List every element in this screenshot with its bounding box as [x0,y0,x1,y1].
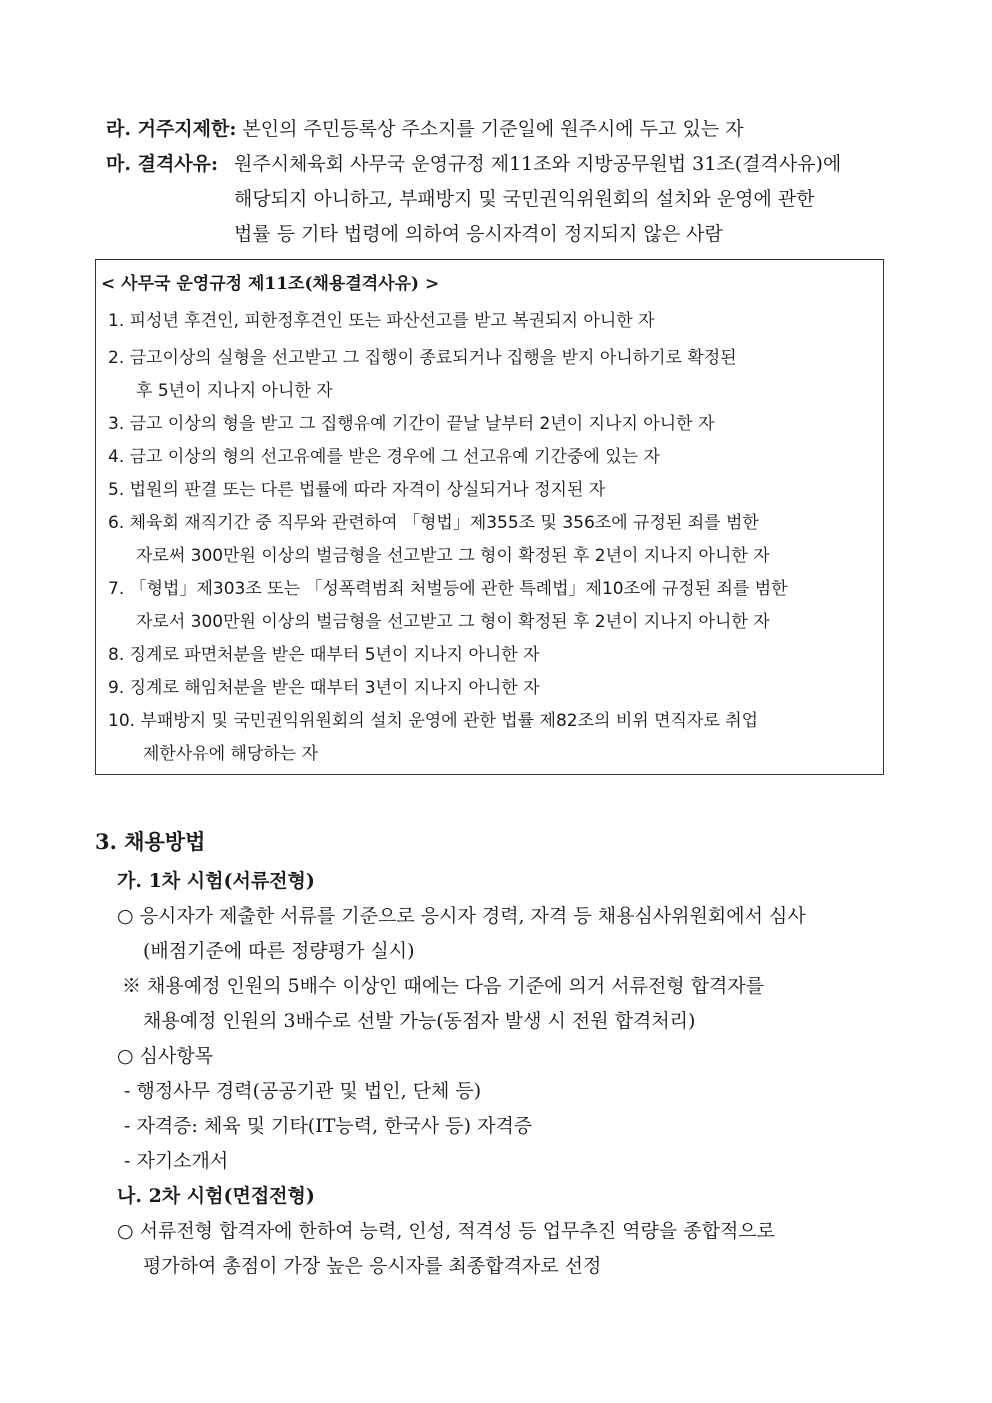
disqualification-label: 마. 결격사유: [106,153,219,175]
second-exam-heading: 나. 2차 시험(면접전형) [117,1185,315,1207]
list-item: 자로서 300만원 이상의 벌금형을 선고받고 그 형이 확정된 후 2년이 지나지 아니한 자 [136,612,770,632]
list-item: 후 5년이 지나지 아니한 자 [136,381,333,401]
first-exam-desc-line-1: ○ 응시자가 제출한 서류를 기준으로 응시자 경력, 자격 등 채용심사위원회에서 심사 [117,905,806,927]
list-item: 6. 체육회 재직기간 중 직무와 관련하여 「형법」제355조 및 356조에 규정된 죄를 범한 [108,513,759,533]
list-item: 자로써 300만원 이상의 벌금형을 선고받고 그 형이 확정된 후 2년이 지나지 아니한 자 [136,546,770,566]
first-exam-note-line-2: 채용예정 인원의 3배수로 선발 가능(동점자 발생 시 전원 합격처리) [143,1010,696,1032]
criteria-item: - 행정사무 경력(공공기관 및 법인, 단체 등) [124,1080,482,1102]
list-item: 5. 법원의 판결 또는 다른 법률에 따라 자격이 상실되거나 정지된 자 [108,480,606,500]
disqualification-line-3: 법률 등 기타 법령에 의하여 응시자격이 정지되지 않은 사람 [234,223,723,245]
first-exam-heading: 가. 1차 시험(서류전형) [117,870,315,892]
second-exam-desc-line-2: 평가하여 총점이 가장 높은 응시자를 최종합격자로 선정 [143,1255,602,1277]
criteria-heading: ○ 심사항목 [117,1045,214,1067]
criteria-item: - 자기소개서 [124,1150,229,1172]
list-item: 8. 징계로 파면처분을 받은 때부터 5년이 지나지 아니한 자 [108,645,540,665]
list-item: 2. 금고이상의 실형을 선고받고 그 집행이 종료되거나 집행을 받지 아니하기로 확정된 [108,348,737,368]
list-item: 4. 금고 이상의 형의 선고유예를 받은 경우에 그 선고유예 기간중에 있는 자 [108,447,660,467]
list-item: 1. 피성년 후견인, 피한정후견인 또는 파산선고를 받고 복권되지 아니한 자 [108,311,655,331]
first-exam-note-line-1: ※ 채용예정 인원의 5배수 이상인 때에는 다음 기준에 의거 서류전형 합격자를 [122,975,765,997]
regulation-box-title: < 사무국 운영규정 제11조(채용결격사유) > [101,274,440,294]
disqualification-line-1: 원주시체육회 사무국 운영규정 제11조와 지방공무원법 31조(결격사유)에 [234,153,842,175]
residence-row [106,116,744,142]
section-3-heading: 3. 채용방법 [95,829,206,854]
list-item: 10. 부패방지 및 국민권익위원회의 설치 운영에 관한 법률 제82조의 비위 면직자로 취업 [108,711,759,731]
disqualification-line-2: 해당되지 아니하고, 부패방지 및 국민권익위원회의 설치와 운영에 관한 [234,188,815,210]
regulation-box [95,259,884,775]
list-item: 9. 징계로 해임처분을 받은 때부터 3년이 지나지 아니한 자 [108,678,540,698]
second-exam-desc-line-1: ○ 서류전형 합격자에 한하여 능력, 인성, 적격성 등 업무추진 역량을 종합적으로 [117,1220,776,1242]
list-item: 제한사유에 해당하는 자 [143,744,319,764]
list-item: 3. 금고 이상의 형을 받고 그 집행유예 기간이 끝날 날부터 2년이 지나지 아니한 자 [108,414,715,434]
residence-label: 라. 거주지제한: [106,118,237,140]
residence-text: 본인의 주민등록상 주소지를 기준일에 원주시에 두고 있는 자 [242,118,744,140]
first-exam-desc-line-2: (배점기준에 따른 정량평가 실시) [143,940,415,962]
list-item: 7. 「형법」제303조 또는 「성폭력범죄 처벌등에 관한 특례법」제10조에 규정된 죄를 범한 [108,579,788,599]
criteria-item: - 자격증: 체육 및 기타(IT능력, 한국사 등) 자격증 [124,1115,533,1137]
